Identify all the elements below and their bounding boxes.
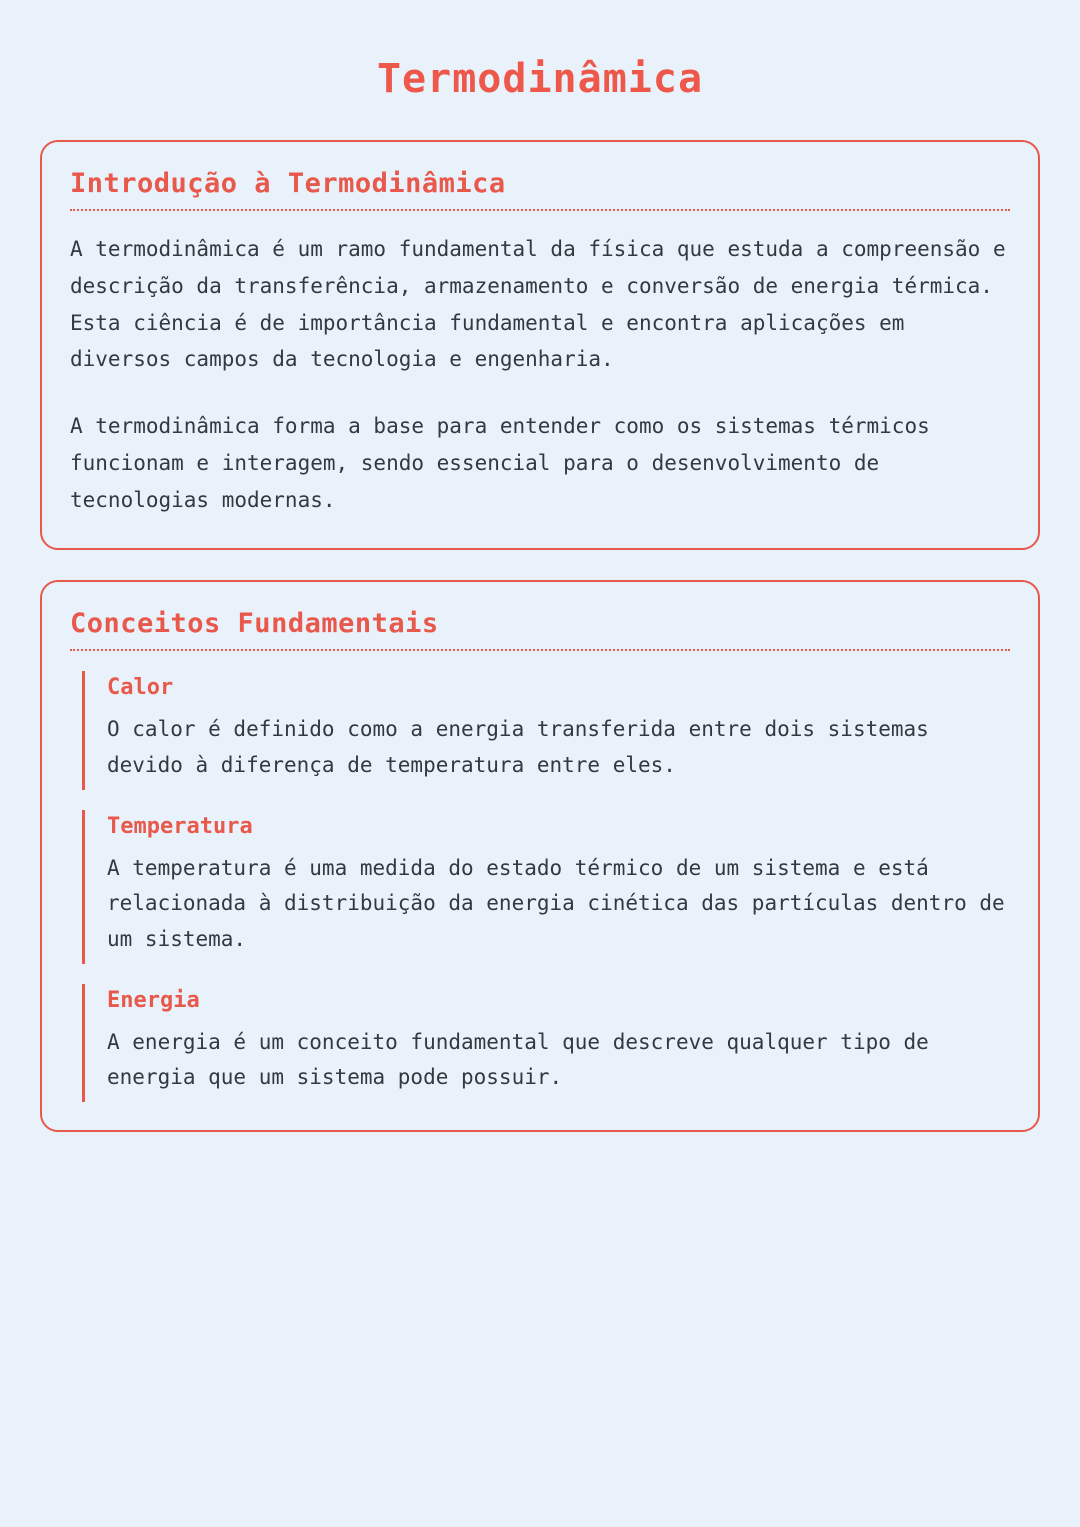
subsection-heading: Calor (107, 675, 174, 701)
page-title: Termodinâmica (376, 56, 704, 102)
subsection-temperatura (82, 810, 1010, 964)
section-heading-introducao: Introdução à Termodinâmica (70, 168, 1010, 211)
subsection-calor (82, 671, 1010, 789)
paragraph: A termodinâmica é um ramo fundamental da física que estuda a compreensão e descrição da transferência, armazenamento e conversão de energia térmica. Esta ciência é de importância fundamental e encontra aplicações em diversos campos da tecnologia e engenharia. (70, 237, 1006, 372)
section-heading-conceitos: Conceitos Fundamentais (70, 608, 1010, 651)
subsection-text: O calor é definido como a energia transferida entre dois sistemas devido à diferença de temperatura entre eles. (107, 717, 929, 777)
subsection-heading: Temperatura (107, 813, 253, 839)
paragraph: A termodinâmica forma a base para entender como os sistemas térmicos funcionam e interagem, sendo essencial para o desenvolvimento de tecnologias modernas. (70, 414, 930, 512)
subsection-heading: Energia (107, 987, 200, 1013)
subsection-text: A energia é um conceito fundamental que descreve qualquer tipo de energia que um sistema pode possuir. (107, 1029, 929, 1090)
section-card-introducao (40, 140, 1040, 550)
section-card-conceitos (40, 580, 1040, 1132)
subsection-energia (82, 984, 1010, 1102)
subsection-text: A temperatura é uma medida do estado térmico de um sistema e está relacionada à distribuição da energia cinética das partículas dentro de um sistema. (107, 855, 1005, 951)
